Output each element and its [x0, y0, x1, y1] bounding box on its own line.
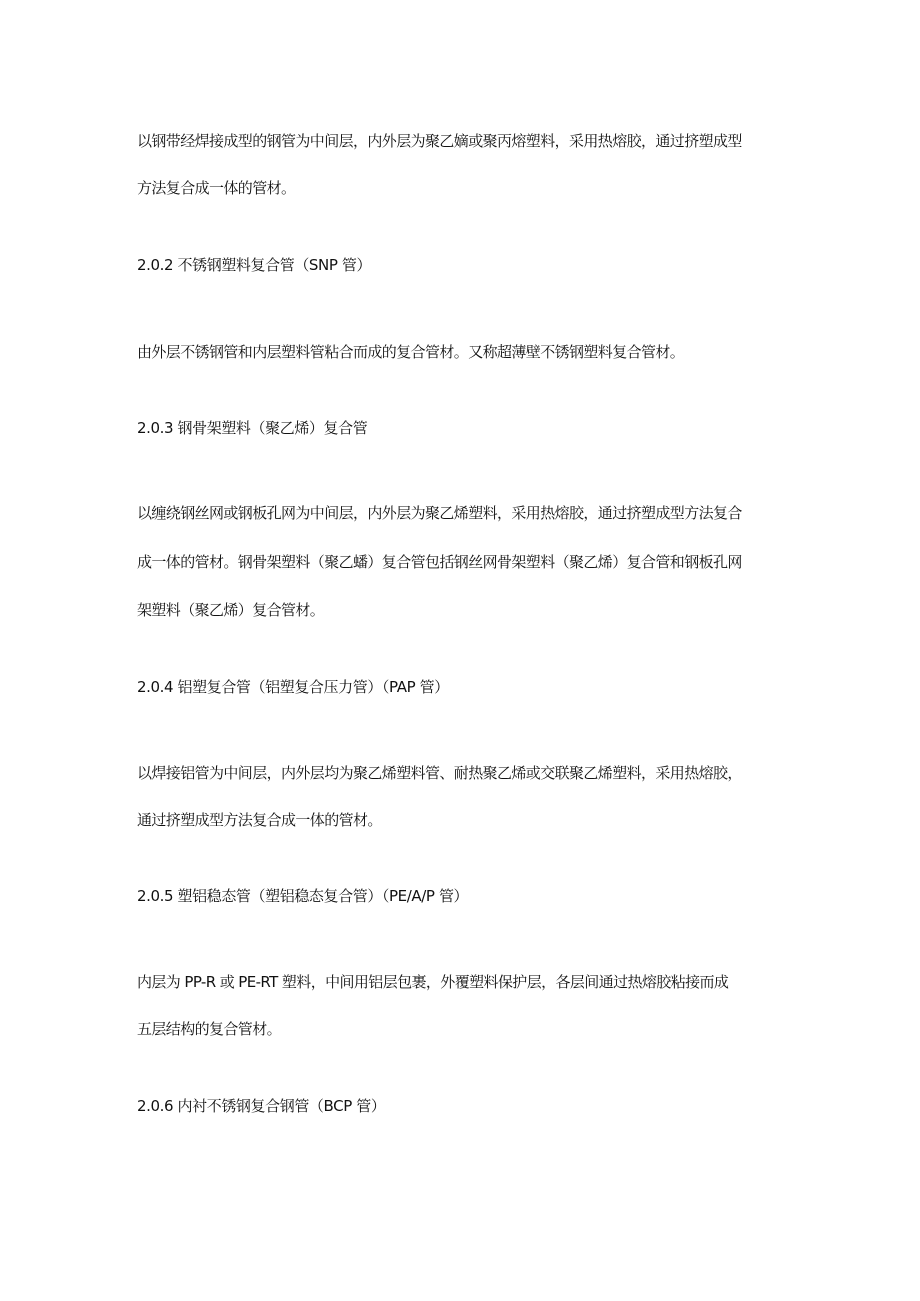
paragraph-line: 成一体的管材。钢骨架塑料（聚乙蟠）复合管包括钢丝网骨架塑料（聚乙烯）复合管和钢板孔网 [137, 553, 742, 571]
paragraph-line: 内层为 PP-R 或 PE-RT 塑料，中间用铝层包裹，外覆塑料保护层，各层间通过热熔胶粘接而成 [137, 973, 729, 991]
paragraph-line: 五层结构的复合管材。 [137, 1020, 282, 1038]
paragraph-line: 以钢带经焊接成型的钢管为中间层，内外层为聚乙嫡或聚丙熔塑料，采用热熔胶，通过挤塑成型 [137, 132, 742, 150]
section-heading: 2.0.4 铝塑复合管（铝塑复合压力管）（PAP 管） [137, 678, 449, 696]
paragraph-line: 通过挤塑成型方法复合成一体的管材。 [137, 811, 382, 829]
paragraph-line: 以缠绕钢丝网或钢板孔网为中间层，内外层为聚乙烯塑料，采用热熔胶，通过挤塑成型方法复合 [137, 504, 742, 522]
paragraph-line: 由外层不锈钢管和内层塑料管粘合而成的复合管材。又称超薄壁不锈钢塑料复合管材。 [137, 343, 685, 361]
section-heading: 2.0.2 不锈钢塑料复合管（SNP 管） [137, 256, 372, 274]
paragraph-line: 以焊接铝管为中间层，内外层均为聚乙烯塑料管、耐热聚乙烯或交联聚乙烯塑料，采用热熔胶， [137, 764, 742, 782]
paragraph-line: 架塑料（聚乙烯）复合管材。 [137, 601, 325, 619]
paragraph-line: 方法复合成一体的管材。 [137, 179, 296, 197]
section-heading: 2.0.3 钢骨架塑料（聚乙烯）复合管 [137, 419, 368, 437]
section-heading: 2.0.6 内衬不锈钢复合钢管（BCP 管） [137, 1097, 386, 1115]
section-heading: 2.0.5 塑铝稳态管（塑铝稳态复合管）（PE/A/P 管） [137, 887, 469, 905]
